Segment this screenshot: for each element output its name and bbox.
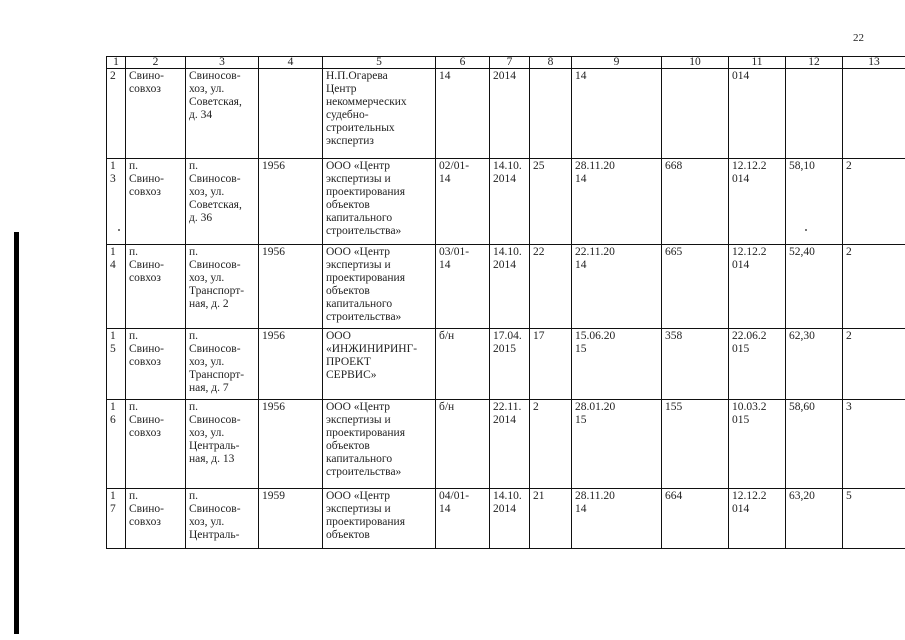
column-header: 3 [186,57,259,69]
table-cell: 1 6 [107,400,126,489]
table-cell: 668 [662,159,729,245]
header-row [107,57,905,69]
table-cell: 58,60 [786,400,843,489]
table-cell: 58,10 [786,159,843,245]
table-cell: Свино- совхоз [126,69,186,159]
table-cell: 2014 [490,69,530,159]
table-cell [662,69,729,159]
table-cell: 1 7 [107,489,126,549]
table-cell [259,69,323,159]
table-cell: п. Свиносов- хоз, ул. Транспорт- ная, д. 7 [186,329,259,400]
column-header: 9 [572,57,662,69]
column-header: 6 [436,57,490,69]
table-cell: 17 [530,329,572,400]
table-cell: 14.10. 2014 [490,159,530,245]
table-cell: 14 [436,69,490,159]
table-cell: п. Свино- совхоз [126,329,186,400]
table-cell: 12.12.2 014 [729,245,786,329]
table-cell: ООО «Центр экспертизы и проектирования объектов [323,489,436,549]
table-cell: п. Свино- совхоз [126,245,186,329]
table-cell: 02/01- 14 [436,159,490,245]
table-cell: 22.06.2 015 [729,329,786,400]
table-cell: 5 [843,489,905,549]
column-header: 7 [490,57,530,69]
column-header: 8 [530,57,572,69]
table-cell: 155 [662,400,729,489]
table-cell: 12.12.2 014 [729,489,786,549]
table-row [107,245,905,329]
table-cell: 21 [530,489,572,549]
column-header: 13 [843,57,905,69]
column-header: 2 [126,57,186,69]
table-cell: п. Свиносов- хоз, ул. Централь- ная, д. 13 [186,400,259,489]
table-cell: 03/01- 14 [436,245,490,329]
table-cell: 22.11. 2014 [490,400,530,489]
table-cell: 22 [530,245,572,329]
column-header: 10 [662,57,729,69]
table-cell: 2 [843,245,905,329]
table-cell: 2 [843,159,905,245]
column-header: 4 [259,57,323,69]
table-cell: 1 5 [107,329,126,400]
table-cell: п. Свино- совхоз [126,400,186,489]
table-cell: 22.11.20 14 [572,245,662,329]
table-cell: 25 [530,159,572,245]
scan-edge-bar [14,232,19,634]
table-cell: 15.06.20 15 [572,329,662,400]
table-cell: 1 3 [107,159,126,245]
table-cell: 28.11.20 14 [572,489,662,549]
table-cell: 1956 [259,159,323,245]
table-cell: ООО «ИНЖИНИРИНГ- ПРОЕКТ СЕРВИС» [323,329,436,400]
table-cell [530,69,572,159]
table-row [107,159,905,245]
table-cell: ООО «Центр экспертизы и проектирования объектов капитального строительства» [323,245,436,329]
table-cell: п. Свино- совхоз [126,489,186,549]
table-cell: п. Свино- совхоз [126,159,186,245]
table-cell: 1 4 [107,245,126,329]
table-cell: б/н [436,400,490,489]
table-cell: 14.10. 2014 [490,489,530,549]
table-cell: 17.04. 2015 [490,329,530,400]
table-cell: б/н [436,329,490,400]
table-cell: Н.П.Огарева Центр некоммерческих судебно- строительных экспертиз [323,69,436,159]
table-cell: ООО «Центр экспертизы и проектирования объектов капитального строительства» [323,159,436,245]
column-header: 1 [107,57,126,69]
table-cell: 2 [107,69,126,159]
table-cell: 14.10. 2014 [490,245,530,329]
column-header: 12 [786,57,843,69]
table-cell: 04/01- 14 [436,489,490,549]
table-row [107,489,905,549]
column-header: 5 [323,57,436,69]
table-cell: п. Свиносов- хоз, ул. Централь- [186,489,259,549]
table-cell: 10.03.2 015 [729,400,786,489]
table-cell: 52,40 [786,245,843,329]
table-cell: 358 [662,329,729,400]
table-cell: 3 [843,400,905,489]
table-cell: 1956 [259,329,323,400]
table-cell: 14 [572,69,662,159]
table-cell: 62,30 [786,329,843,400]
table-cell [786,69,843,159]
table-cell: 1956 [259,400,323,489]
table-cell: 014 [729,69,786,159]
table-cell: ООО «Центр экспертизы и проектирования объектов капитального строительства» [323,400,436,489]
table-row [107,69,905,159]
table-cell: 2 [530,400,572,489]
table-cell: 665 [662,245,729,329]
page-number: 22 [853,32,864,44]
table-cell: 28.01.20 15 [572,400,662,489]
table-cell: 63,20 [786,489,843,549]
table-cell: 664 [662,489,729,549]
column-header: 11 [729,57,786,69]
table-cell: 1959 [259,489,323,549]
table-row [107,329,905,400]
table-cell: 2 [843,329,905,400]
table-cell: п. Свиносов- хоз, ул. Транспорт- ная, д. 2 [186,245,259,329]
register-table [106,56,905,549]
table-cell: Свиносов- хоз, ул. Советская, д. 34 [186,69,259,159]
table-cell: 28.11.20 14 [572,159,662,245]
table-row [107,400,905,489]
table-cell: 12.12.2 014 [729,159,786,245]
table-cell [843,69,905,159]
table-cell: 1956 [259,245,323,329]
table-cell: п. Свиносов- хоз, ул. Советская, д. 36 [186,159,259,245]
